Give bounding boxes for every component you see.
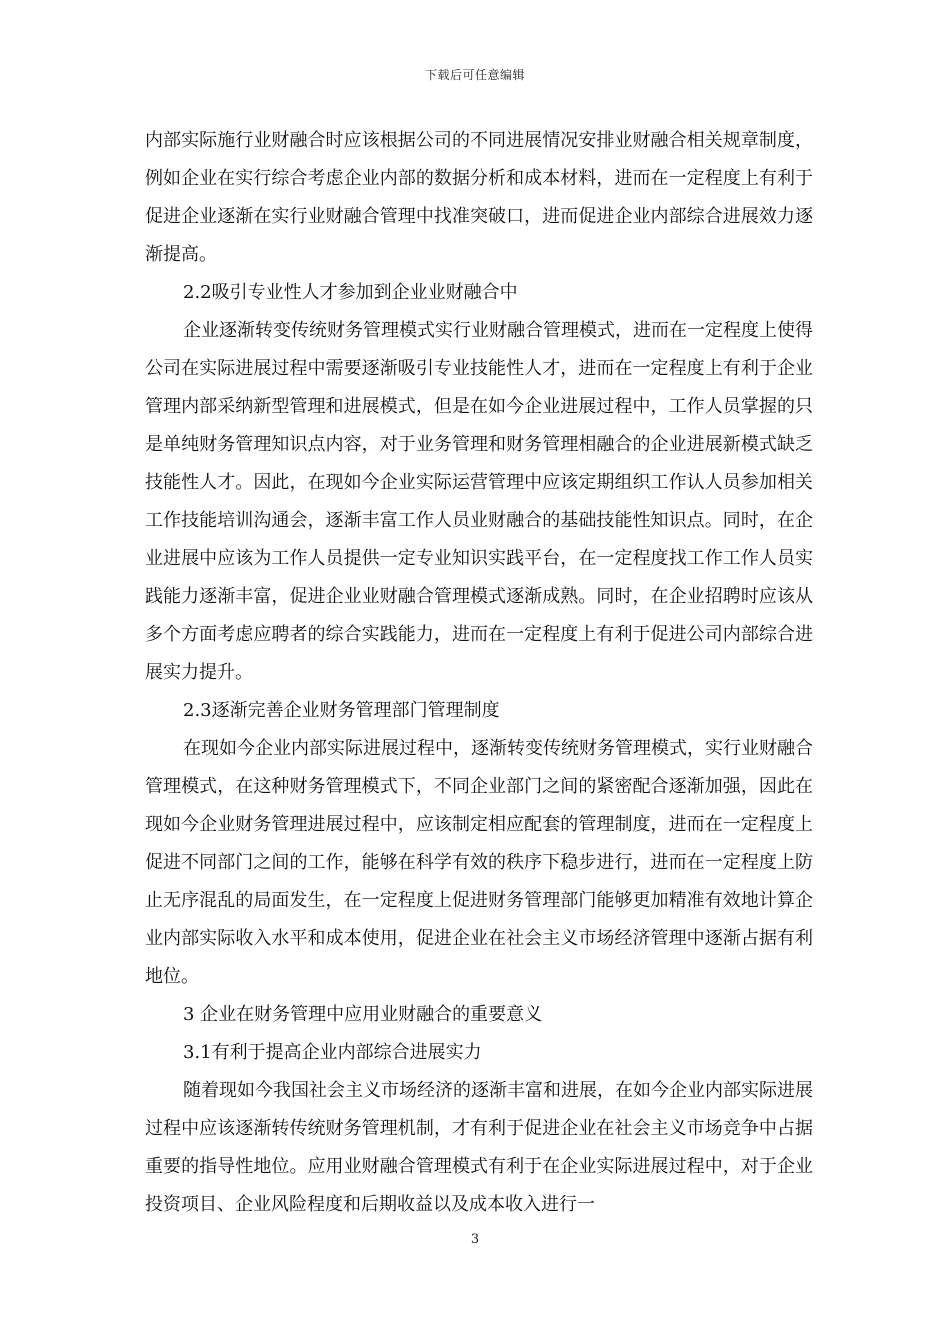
section-heading-2-2: 2.2吸引专业性人才参加到企业业财融合中 [183,282,518,303]
page-number: 3 [470,1232,480,1247]
section-heading-2-3: 2.3逐渐完善企业财务管理部门管理制度 [183,700,500,721]
section-heading-3: 3 企业在财务管理中应用业财融合的重要意义 [183,1004,543,1025]
page-content [145,122,813,1224]
paragraph: 在现如今企业内部实际进展过程中，逐渐转变传统财务管理模式，实行业财融合管理模式，在这种财务管理模式下，不同企业部门之间的紧密配合逐渐加强，因此在现如今企业财务管理进展过程中，应该制定相应配套的管理制度，进而在一定程度上促进不同部门之间的工作，能够在科学有效的秩序下稳步进行，进而在一定程度上防止无序混乱的局面发生，在一定程度上促进财务管理部门能够更加精准有效地计算企业内部实际收入水平和成本使用，促进企业在社会主义市场经济管理中逐渐占据有利地位。 [145,738,813,987]
paragraph-continued: 内部实际施行业财融合时应该根据公司的不同进展情况安排业财融合相关规章制度，例如企业在实行综合考虑企业内部的数据分析和成本材料，进而在一定程度上有利于促进企业逐渐在实行业财融合管理中找准突破口，进而促进企业内部综合进展效力逐渐提高。 [145,130,813,265]
page-header: 下载后可任意编辑 [424,68,525,82]
section-heading-3-1: 3.1有利于提高企业内部综合进展实力 [183,1042,482,1063]
paragraph: 企业逐渐转变传统财务管理模式实行业财融合管理模式，进而在一定程度上使得公司在实际进展过程中需要逐渐吸引专业技能性人才，进而在一定程度上有利于企业管理内部采纳新型管理和进展模式，但是在如今企业进展过程中，工作人员掌握的只是单纯财务管理知识点内容，对于业务管理和财务管理相融合的企业进展新模式缺乏技能性人才。因此，在现如今企业实际运营管理中应该定期组织工作认人员参加相关工作技能培训沟通会，逐渐丰富工作人员业财融合的基础技能性知识点。同时，在企业进展中应该为工作人员提供一定专业知识实践平台，在一定程度找工作工作人员实践能力逐渐丰富，促进企业业财融合管理模式逐渐成熟。同时，在企业招聘时应该从多个方面考虑应聘者的综合实践能力，进而在一定程度上有利于促进公司内部综合进展实力提升。 [145,320,813,683]
paragraph: 随着现如今我国社会主义市场经济的逐渐丰富和进展，在如今企业内部实际进展过程中应该逐渐转传统财务管理机制，才有利于促进企业在社会主义市场竞争中占据重要的指导性地位。应用业财融合管理模式有利于在企业实际进展过程中，对于企业投资项目、企业风险程度和后期收益以及成本收入进行一 [145,1080,813,1215]
